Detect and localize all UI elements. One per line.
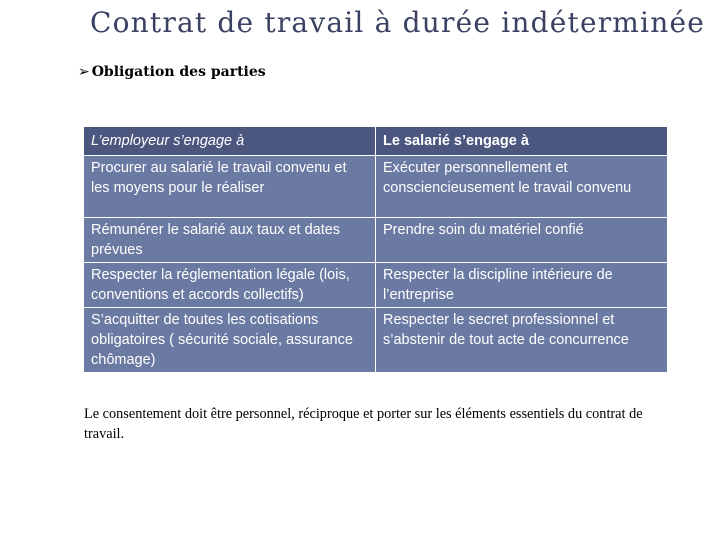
consent-note: Le consentement doit être personnel, réciproque et porter sur les éléments essentiels du contrat de travail. <box>84 406 643 442</box>
obligations-table <box>83 126 668 373</box>
section-heading <box>78 64 266 80</box>
table-row <box>84 156 668 218</box>
section-heading-text: Obligation des parties <box>91 64 266 80</box>
employee-obligation: Prendre soin du matériel confié <box>376 218 668 263</box>
table-row <box>84 263 668 308</box>
employer-obligation: Respecter la réglementation légale (lois, conventions et accords collectifs) <box>84 263 376 308</box>
employer-obligation: Procurer au salarié le travail convenu et les moyens pour le réaliser <box>84 156 376 218</box>
employer-obligation: S’acquitter de toutes les cotisations obligatoires ( sécurité sociale, assurance chômage) <box>84 308 376 373</box>
arrow-bullet-icon: ➢ <box>78 64 90 80</box>
table-header-row <box>84 127 668 156</box>
table-row <box>84 218 668 263</box>
page-title: Contrat de travail à durée indéterminée <box>90 6 705 39</box>
employer-obligation: Rémunérer le salarié aux taux et dates prévues <box>84 218 376 263</box>
employee-obligation: Exécuter personnellement et consciencieusement le travail convenu <box>376 156 668 218</box>
employee-obligation: Respecter la discipline intérieure de l’entreprise <box>376 263 668 308</box>
employee-obligation: Respecter le secret professionnel et s’abstenir de tout acte de concurrence <box>376 308 668 373</box>
header-employer: L’employeur s’engage à <box>84 127 376 156</box>
table-row <box>84 308 668 373</box>
header-employee: Le salarié s’engage à <box>376 127 668 156</box>
